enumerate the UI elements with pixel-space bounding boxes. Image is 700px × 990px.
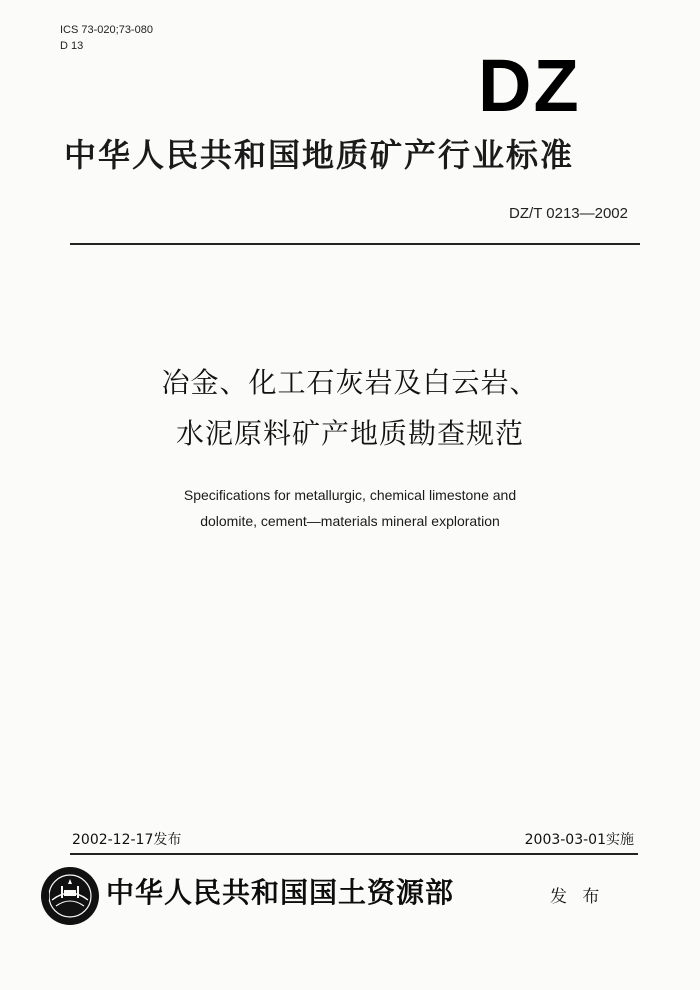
standard-number: DZ/T 0213—2002 bbox=[509, 205, 628, 222]
publish-label: 发 布 bbox=[550, 887, 605, 907]
bottom-divider bbox=[70, 853, 638, 855]
ics-code: ICS 73-020;73-080 bbox=[60, 24, 153, 36]
title-en-line1: Specifications for metallurgic, chemical limestone and bbox=[183, 487, 517, 503]
title-en-line2: dolomite, cement—materials mineral exploration bbox=[200, 513, 500, 529]
ministry-emblem-icon bbox=[40, 866, 100, 926]
publisher-name: 中华人民共和国国土资源部 bbox=[106, 876, 455, 909]
title-zh-line1: 冶金、化工石灰岩及白云岩、 bbox=[161, 366, 539, 399]
implementation-date: 2003-03-01实施 bbox=[524, 832, 634, 848]
standard-type-heading: 中华人民共和国地质矿产行业标准 bbox=[64, 136, 575, 174]
top-divider bbox=[70, 243, 640, 245]
title-zh-line2: 水泥原料矿产地质勘查规范 bbox=[175, 417, 524, 450]
ccs-code: D 13 bbox=[60, 40, 84, 52]
issue-date: 2002-12-17发布 bbox=[72, 832, 182, 848]
dz-logo: DZ bbox=[478, 44, 581, 127]
